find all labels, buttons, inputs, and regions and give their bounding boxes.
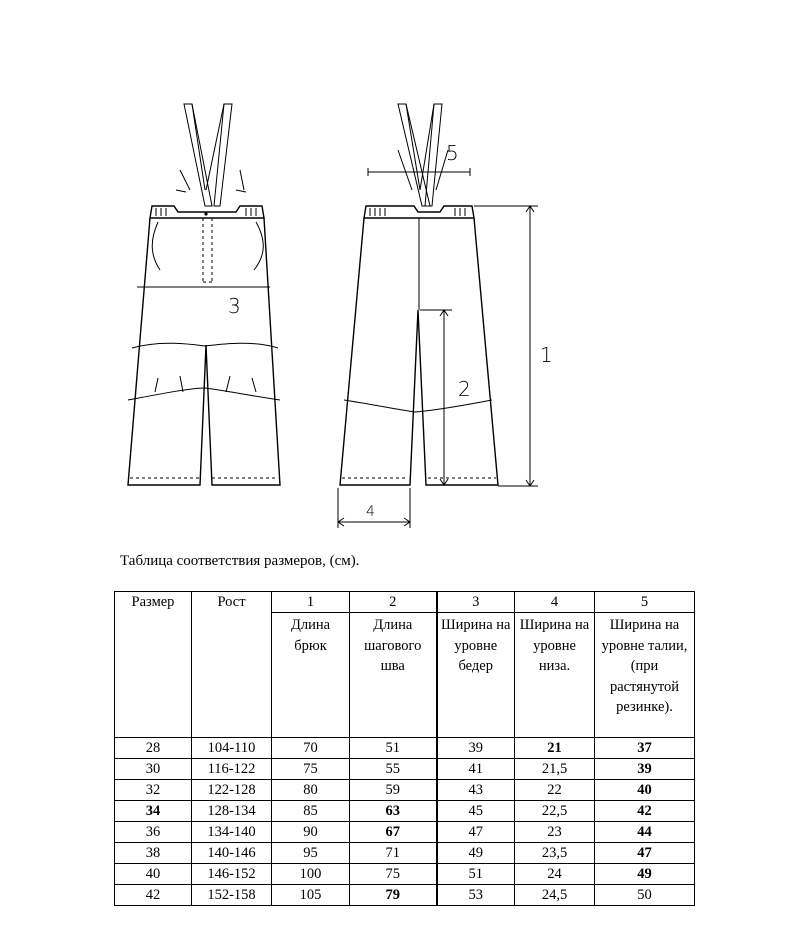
cell-trouser-length: 100 [272, 864, 350, 885]
cell-size: 30 [115, 759, 192, 780]
cell-hem-width: 21,5 [515, 759, 595, 780]
cell-height: 128-134 [192, 801, 272, 822]
dimension-label-1: 1 [540, 343, 553, 367]
cell-trouser-length: 80 [272, 780, 350, 801]
back-view [338, 104, 553, 528]
cell-height: 122-128 [192, 780, 272, 801]
cell-size: 42 [115, 885, 192, 906]
cell-inseam: 59 [350, 780, 437, 801]
table-row [115, 780, 695, 801]
cell-height: 134-140 [192, 822, 272, 843]
cell-trouser-length: 90 [272, 822, 350, 843]
table-caption: Таблица соответствия размеров, (см). [120, 553, 360, 569]
cell-hem-width: 21 [515, 738, 595, 759]
cell-height: 152-158 [192, 885, 272, 906]
cell-hip-width: 39 [437, 738, 515, 759]
cell-height: 146-152 [192, 864, 272, 885]
cell-hip-width: 53 [437, 885, 515, 906]
table-row [115, 864, 695, 885]
cell-size: 34 [115, 801, 192, 822]
dimension-label-2: 2 [458, 377, 471, 401]
cell-hip-width: 45 [437, 801, 515, 822]
cell-trouser-length: 75 [272, 759, 350, 780]
cell-size: 40 [115, 864, 192, 885]
cell-waist-width: 49 [595, 864, 695, 885]
cell-hem-width: 22,5 [515, 801, 595, 822]
table-row [115, 759, 695, 780]
header-col-number: 2 [350, 592, 437, 613]
cell-height: 104-110 [192, 738, 272, 759]
cell-waist-width: 42 [595, 801, 695, 822]
cell-waist-width: 50 [595, 885, 695, 906]
cell-hip-width: 43 [437, 780, 515, 801]
cell-inseam: 51 [350, 738, 437, 759]
header-col-number: 4 [515, 592, 595, 613]
header-size: Размер [115, 592, 192, 738]
cell-hip-width: 41 [437, 759, 515, 780]
cell-hip-width: 51 [437, 864, 515, 885]
dimension-label-4: 4 [366, 504, 375, 520]
cell-size: 32 [115, 780, 192, 801]
cell-waist-width: 40 [595, 780, 695, 801]
cell-waist-width: 37 [595, 738, 695, 759]
header-desc-trouser-length: Длина брюк [272, 613, 350, 738]
cell-hip-width: 49 [437, 843, 515, 864]
cell-height: 140-146 [192, 843, 272, 864]
cell-waist-width: 39 [595, 759, 695, 780]
header-desc-hem-width: Ширина на уровне низа. [515, 613, 595, 738]
cell-height: 116-122 [192, 759, 272, 780]
table-row [115, 738, 695, 759]
cell-waist-width: 47 [595, 843, 695, 864]
cell-trouser-length: 85 [272, 801, 350, 822]
cell-inseam: 71 [350, 843, 437, 864]
cell-hem-width: 24,5 [515, 885, 595, 906]
header-height: Рост [192, 592, 272, 738]
header-row [115, 592, 695, 613]
cell-inseam: 67 [350, 822, 437, 843]
cell-trouser-length: 105 [272, 885, 350, 906]
header-col-number: 3 [437, 592, 515, 613]
cell-hem-width: 24 [515, 864, 595, 885]
cell-size: 36 [115, 822, 192, 843]
table-row [115, 801, 695, 822]
table-row [115, 822, 695, 843]
cell-hem-width: 23 [515, 822, 595, 843]
header-desc-waist-width: Ширина на уровне талии, (при растянутой резинке). [595, 613, 695, 738]
cell-size: 28 [115, 738, 192, 759]
header-desc-hip-width: Ширина на уровне бедер [437, 613, 515, 738]
cell-hem-width: 23,5 [515, 843, 595, 864]
dimension-label-3: 3 [228, 294, 241, 318]
cell-trouser-length: 70 [272, 738, 350, 759]
header-desc-inseam: Длина шагового шва [350, 613, 437, 738]
cell-size: 38 [115, 843, 192, 864]
cell-hip-width: 47 [437, 822, 515, 843]
cell-inseam: 79 [350, 885, 437, 906]
cell-waist-width: 44 [595, 822, 695, 843]
cell-hem-width: 22 [515, 780, 595, 801]
size-table [114, 591, 695, 906]
header-col-number: 5 [595, 592, 695, 613]
front-view [128, 104, 280, 485]
table-row [115, 843, 695, 864]
cell-inseam: 55 [350, 759, 437, 780]
cell-trouser-length: 95 [272, 843, 350, 864]
cell-inseam: 63 [350, 801, 437, 822]
cell-inseam: 75 [350, 864, 437, 885]
header-col-number: 1 [272, 592, 350, 613]
dimension-label-5: 5 [446, 141, 459, 165]
table-row [115, 885, 695, 906]
